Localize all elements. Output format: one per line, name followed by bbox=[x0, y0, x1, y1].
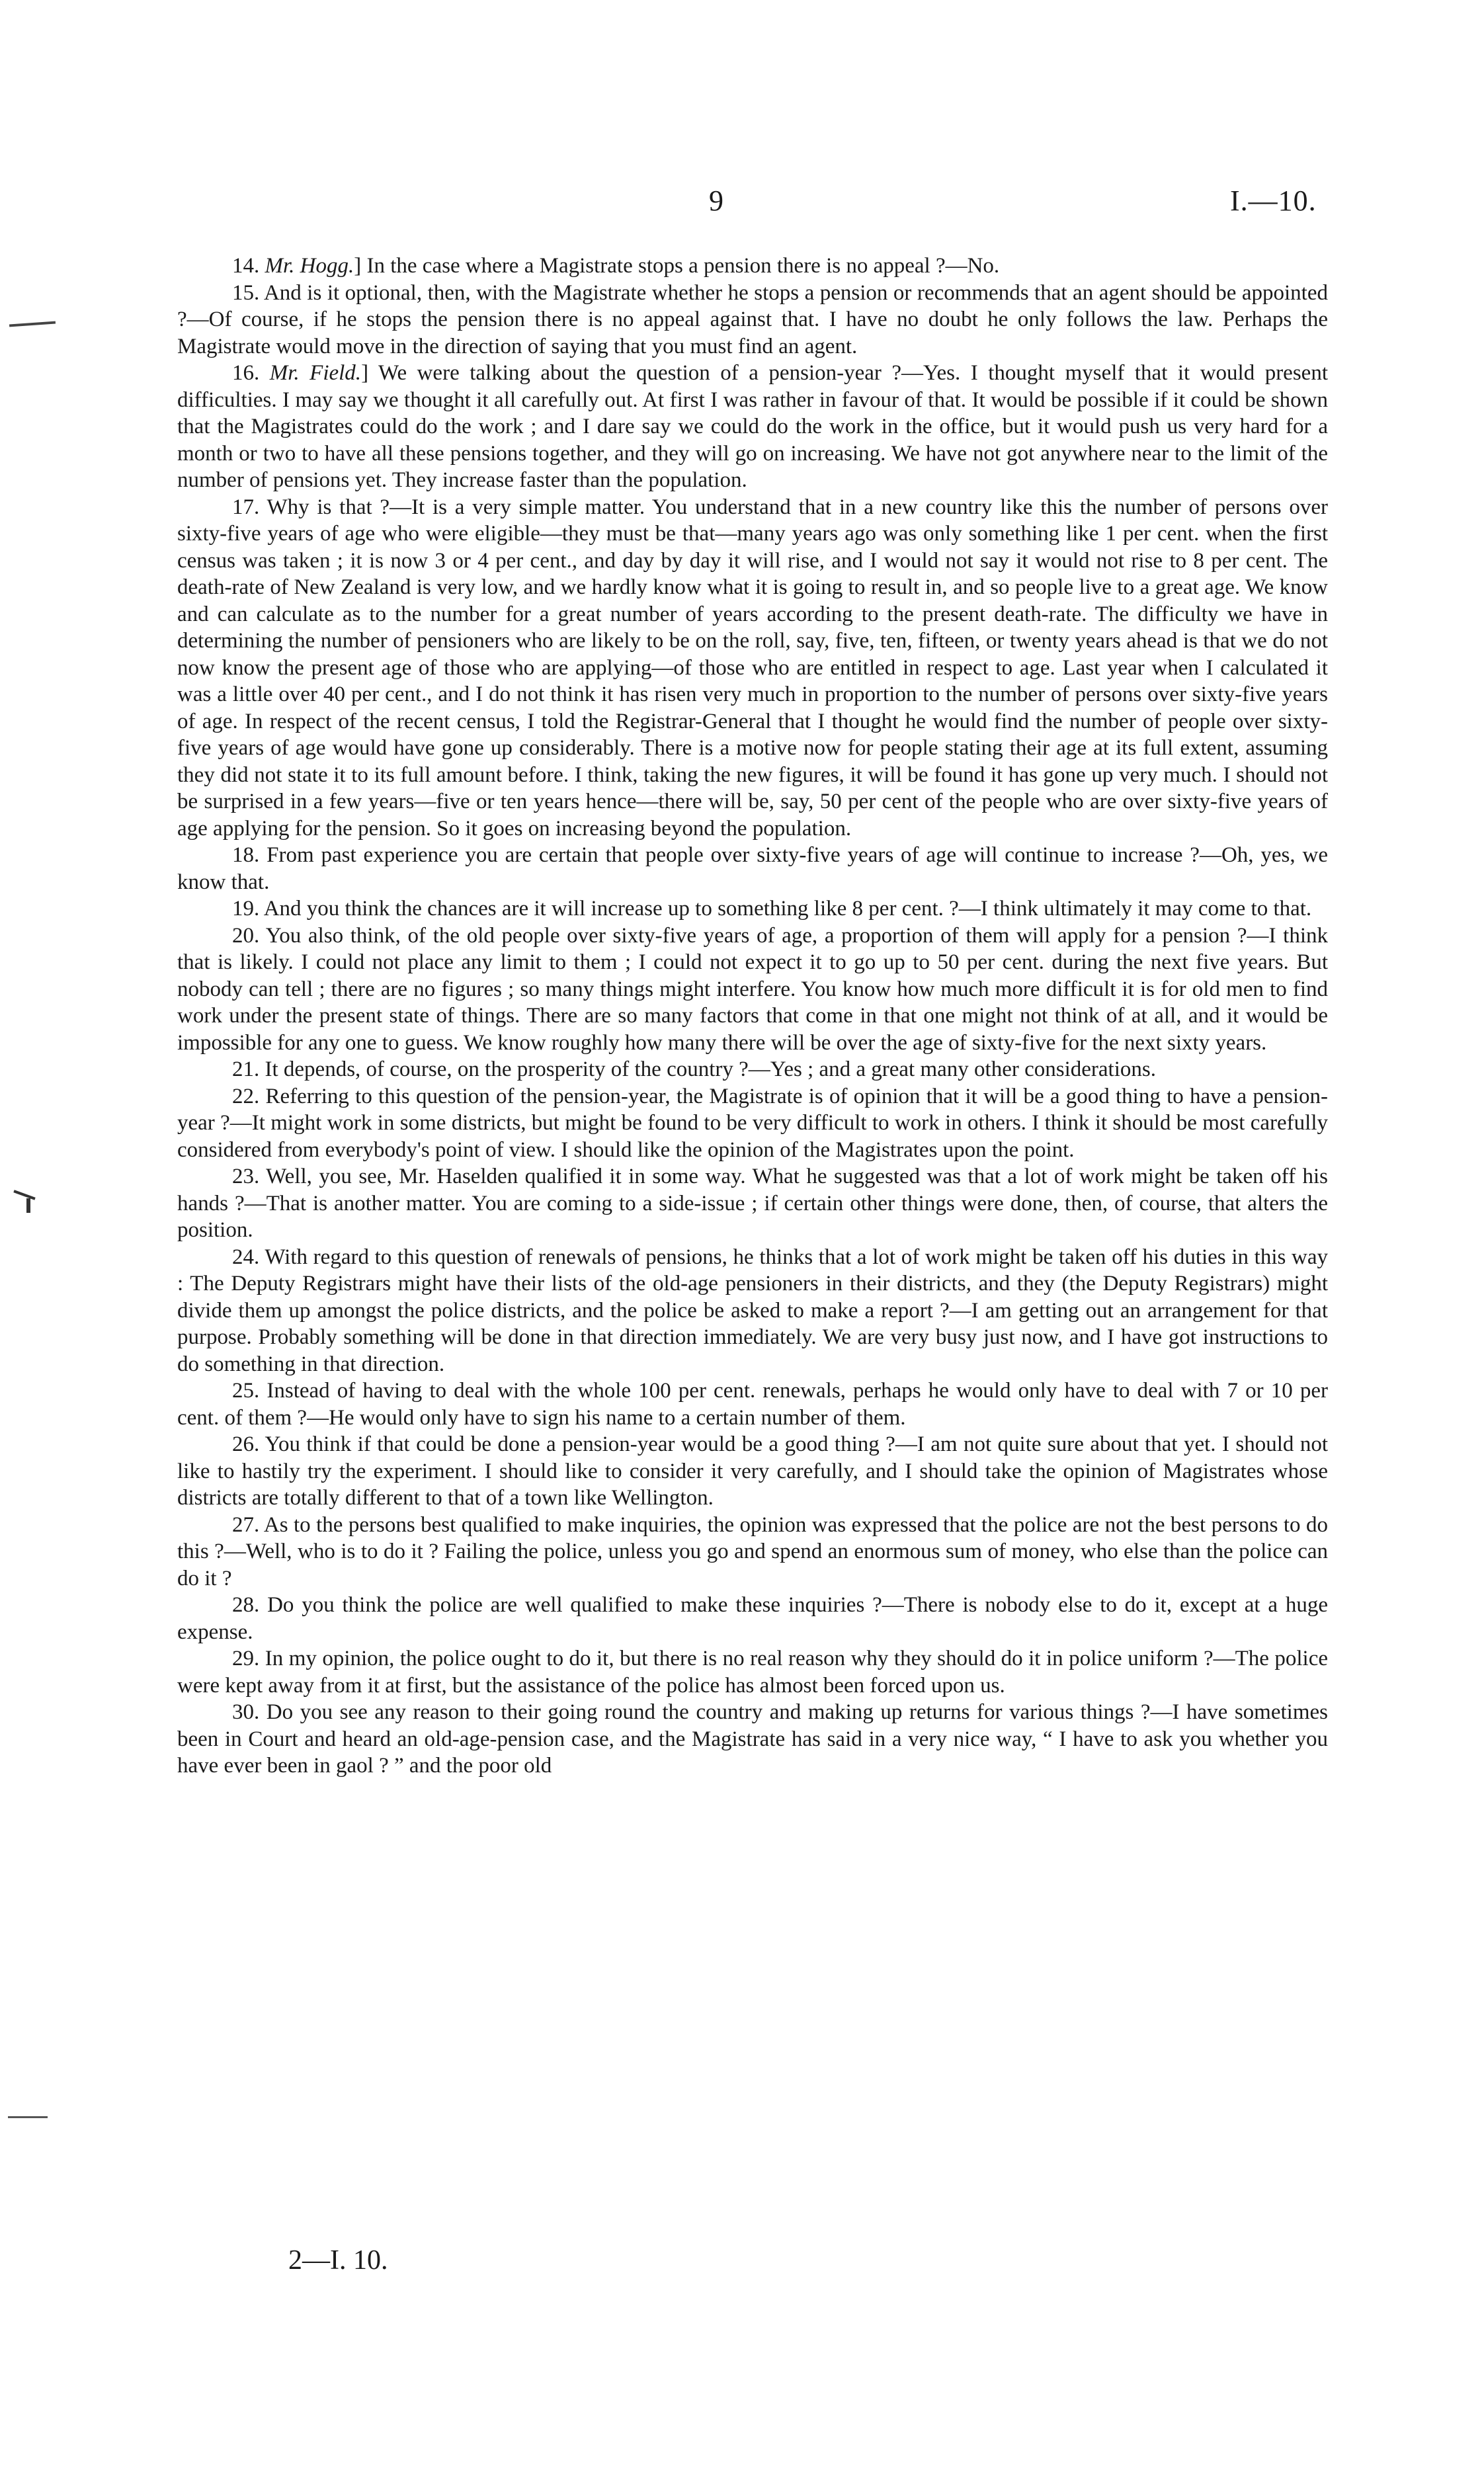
paragraph-30 bbox=[177, 1699, 1328, 1780]
paragraph-23 bbox=[177, 1163, 1328, 1244]
paragraph-text: It depends, of course, on the prosperity of the country ?—Yes ; and a great many other considerations. bbox=[265, 1057, 1156, 1081]
paragraph-text: Why is that ?—It is a very simple matter. You understand that in a new country like this the number of persons over sixty-five years of age who were eligible—they must be that—many years ago was only something like 1 per cent. when the first census was taken ; it is now 3 or 4 per cent., and day by day it will rise, and I would not say it would not rise to 8 per cent. The death-rate of New Zealand is very low, and we hardly know what it is going to result in, and so people live to a great age. We know and can calculate as to the number for a great number of years according to the present death-rate. The difficulty we have in determining the number of pensioners who are likely to be on the roll, say, five, ten, fifteen, or twenty years ahead is that we do not now know the present age of those who are applying—of those who are entitled in respect to age. Last year when I calculated it was a little over 40 per cent., and I do not think it has risen very much in proportion to the number of persons over sixty-five years of age. In respect of the recent census, I told the Registrar-General that I thought he would find the number of people over sixty-five years of age would have gone up considerably. There is a motive now for people stating their age at its full extent, assuming they did not state it to its full amount before. I think, taking the new figures, it will be found it has gone up very much. I should not be surprised in a few years—five or ten years hence—there will be, say, 50 per cent of the people who are over sixty-five years of age applying for the pension. So it goes on increasing beyond the population. bbox=[177, 495, 1328, 841]
paragraph-22 bbox=[177, 1083, 1328, 1164]
paragraph-14 bbox=[177, 253, 1328, 280]
paragraph-text: ] We were talking about the question of a pension-year ?—Yes. I thought myself that it would present difficulties. I may say we thought it all carefully out. At first I was rather in favour of that. It would be possible if it could be shown that the Magistrates could do the work ; and I dare say we could do the work in the office, but it would push us very hard for a month or two to have all these pensions together, and they will go on increasing. We have not got anywhere near to the limit of the number of pensions yet. They increase faster than the population. bbox=[177, 361, 1328, 492]
paragraph-21 bbox=[177, 1056, 1328, 1083]
paragraph-number: 23. bbox=[232, 1165, 260, 1188]
paragraph-text: With regard to this question of renewals of pensions, he thinks that a lot of work might be taken off his duties in this way : The Deputy Registrars might have their lists of the old-age pensioners in their districts, and they (the Deputy Registrars) might divide them up amongst the police districts, and the police be asked to make a report ?—I am getting out an arrangement for that purpose. Probably something will be done in that direction immediately. We are very busy just now, and I have got instructions to do something in that direction. bbox=[177, 1245, 1329, 1376]
paragraph-24 bbox=[177, 1244, 1328, 1378]
paragraph-number: 15. bbox=[232, 280, 260, 305]
paragraph-text: In my opinion, the police ought to do it, but there is no real reason why they should do it in police uniform ?—The police were kept away from it at first, but the assistance of the police has almost been forced upon us. bbox=[177, 1647, 1329, 1698]
paragraph-number: 17. bbox=[232, 495, 260, 519]
paragraph-text: Do you see any reason to their going round the country and making up returns for various things ?—I have sometimes been in Court and heard an old-age-pension case, and the Magistrate has said in a very nice way, “ I have to ask you whether you have ever been in gaol ? ” and the poor old bbox=[177, 1700, 1328, 1778]
paragraph-text: You also think, of the old people over sixty-five years of age, a proportion of them will apply for a pension ?—I think that is likely. I could not place any limit to them ; I could not expect it to go up to 50 per cent. during the next five years. But nobody can tell ; there are no figures ; so many things might interfere. You know how much more difficult it is for old men to find work under the present state of things. There are so many factors that come in that one might not think of at all, and it would be impossible for any one to guess. We know roughly how many there will be over the age of sixty-five for the next sixty years. bbox=[177, 923, 1329, 1055]
paragraph-text: And is it optional, then, with the Magistrate whether he stops a pension or recommends that an agent should be appointed ?—Of course, if he stops the pension there is no appeal against that. I have no doubt he only follows the law. Perhaps the Magistrate would move in the direction of saying that you must find an agent. bbox=[177, 280, 1328, 358]
paragraph-number: 22. bbox=[232, 1084, 260, 1108]
paragraph-28 bbox=[177, 1592, 1328, 1645]
paragraph-27 bbox=[177, 1512, 1328, 1592]
margin-mark-icon bbox=[8, 2116, 48, 2118]
paragraph-25 bbox=[177, 1378, 1328, 1431]
paragraph-number: 21. bbox=[232, 1057, 260, 1081]
paragraph-text: And you think the chances are it will increase up to something like 8 per cent. ?—I think ultimately it may come to that. bbox=[263, 897, 1312, 921]
margin-mark-icon bbox=[9, 321, 56, 327]
signature-reference: 2—I. 10. bbox=[288, 2245, 388, 2276]
paragraph-text: As to the persons best qualified to make inquiries, the opinion was expressed that the police are not the best persons to do this ?—Well, who is to do it ? Failing the police, unless you go and spend an enormous sum of money, who else than the police can do it ? bbox=[177, 1512, 1328, 1590]
paragraph-text: From past experience you are certain that people over sixty-five years of age will continue to increase ?—Oh, yes, we know that. bbox=[177, 843, 1328, 894]
paragraph-text: Referring to this question of the pension-year, the Magistrate is of opinion that it will be a good thing to have a pension-year ?—It might work in some districts, but might be found to be very difficult to work in others. I think it should be most carefully considered from everybody's point of view. I should like the opinion of the Magistrates upon the point. bbox=[177, 1084, 1328, 1162]
paragraph-26 bbox=[177, 1431, 1328, 1512]
paragraph-number: 20. bbox=[232, 923, 260, 948]
document-reference: I.—10. bbox=[1230, 185, 1317, 217]
paragraph-number: 24. bbox=[232, 1245, 260, 1269]
paragraph-16 bbox=[177, 360, 1328, 494]
paragraph-18 bbox=[177, 842, 1328, 895]
body-text bbox=[177, 253, 1328, 1780]
paragraph-20 bbox=[177, 923, 1328, 1057]
margin-mark-icon bbox=[13, 1190, 35, 1200]
paragraph-text: Well, you see, Mr. Haselden qualified it in some way. What he suggested was that a lot of work might be taken off his hands ?—That is another matter. You are coming to a side-issue ; if certain other things were done, then, of course, that alters the position. bbox=[177, 1165, 1328, 1242]
paragraph-number: 26. bbox=[232, 1432, 260, 1456]
paragraph-number: 29. bbox=[232, 1647, 260, 1670]
paragraph-number: 30. bbox=[232, 1700, 260, 1724]
paragraph-number: 14. bbox=[232, 254, 260, 278]
paragraph-text: Instead of having to deal with the whole 100 per cent. renewals, perhaps he would only have to deal with 7 or 10 per cent. of them ?—He would only have to sign his name to a certain number of them. bbox=[177, 1379, 1328, 1430]
speaker: Mr. Hogg. bbox=[265, 254, 354, 278]
paragraph-text: ] In the case where a Magistrate stops a pension there is no appeal ?—No. bbox=[354, 254, 1000, 278]
paragraph-number: 16. bbox=[232, 361, 260, 385]
margin-mark-icon bbox=[26, 1198, 30, 1213]
paragraph-number: 25. bbox=[232, 1379, 260, 1403]
page-number: 9 bbox=[709, 185, 723, 217]
paragraph-text: Do you think the police are well qualified to make these inquiries ?—There is nobody else to do it, except at a huge expense. bbox=[177, 1593, 1328, 1644]
paragraph-number: 27. bbox=[232, 1512, 260, 1537]
paragraph-number: 19. bbox=[232, 897, 260, 921]
paragraph-29 bbox=[177, 1645, 1328, 1699]
paragraph-17 bbox=[177, 494, 1328, 843]
paragraph-number: 18. bbox=[232, 843, 260, 867]
paragraph-number: 28. bbox=[232, 1593, 260, 1617]
paragraph-text: You think if that could be done a pension-year would be a good thing ?—I am not quite sure about that yet. I should not like to hastily try the experiment. I should like to consider it very carefully, and I should take the opinion of Magistrates whose districts are totally different to that of a town like Wellington. bbox=[177, 1432, 1328, 1510]
speaker: Mr. Field. bbox=[269, 361, 362, 385]
paragraph-19 bbox=[177, 895, 1328, 923]
paragraph-15 bbox=[177, 280, 1328, 360]
